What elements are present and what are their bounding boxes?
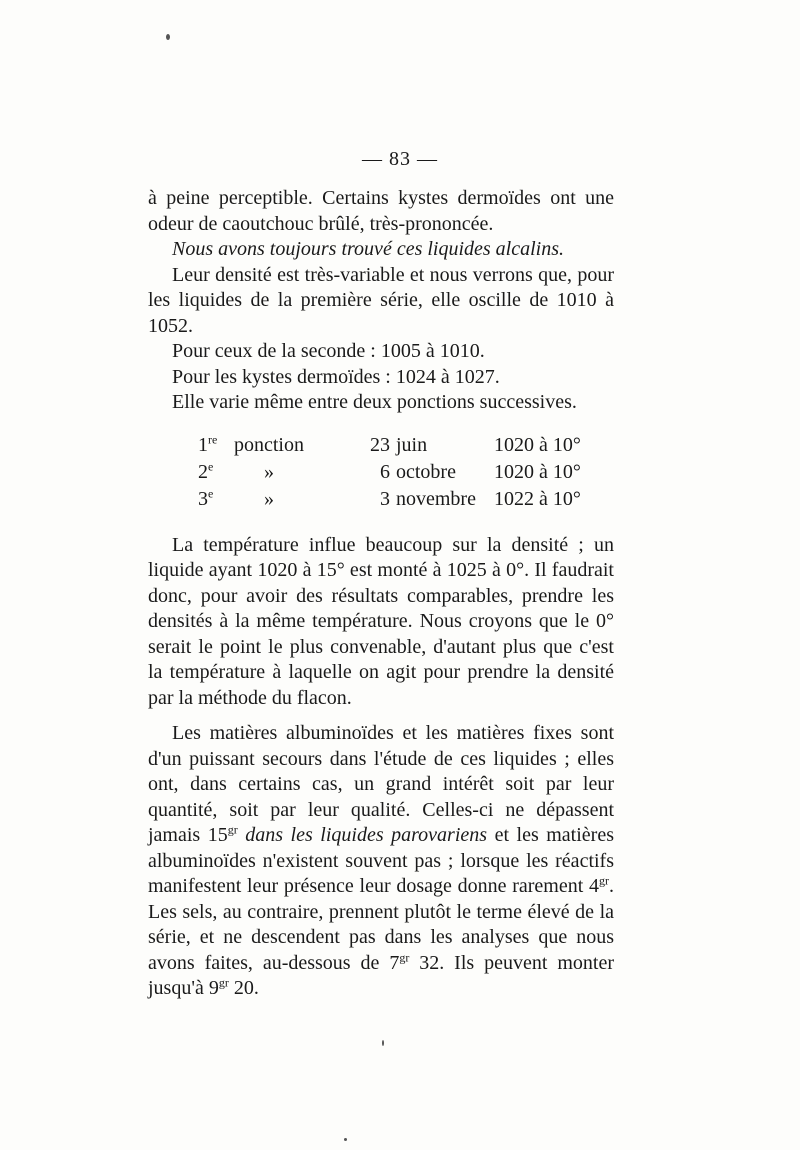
table-cell-day: 3 <box>380 487 390 510</box>
table-cell-label: » <box>264 487 274 510</box>
table-row <box>198 459 587 486</box>
paragraph: Les matières albuminoïdes et les matières fixes sont d'un puissant secours dans l'étude de ces liquides ; elles ont, dans certains cas, un grand intérêt soit par leur quantité, soit par leur qualité. Celles-ci ne dépassent jamais $15^{gr}$ dans les liquides parovariens et les matières albuminoïdes n'existent souvent pas ; lorsque les réactifs manifestent leur présence leur dosage donne rarement $4^{gr}$. Les sels, au contraire, prennent plutôt le terme élevé de la série, et ne descendent pas dans les analyses que nous avons faites, au-dessous de $7^{gr}$ 32. Ils peuvent monter jusqu'à $9^{gr}$ 20. <box>148 722 614 999</box>
table-cell-ordinal: 1re <box>198 431 218 456</box>
table-row <box>198 432 587 459</box>
table-cell-month: octobre <box>396 460 456 483</box>
table-cell-label: ponction <box>234 433 304 456</box>
ink-speck <box>382 1040 384 1046</box>
table-cell-day: 23 <box>370 433 390 456</box>
ink-speck <box>344 1138 347 1141</box>
body-text <box>148 186 614 1002</box>
table-row <box>198 486 587 513</box>
table-cell-day: 6 <box>380 460 390 483</box>
table-cell-month: novembre <box>396 487 476 510</box>
table-cell-ordinal: 3e <box>198 485 214 510</box>
table-cell-label: » <box>264 460 274 483</box>
paragraph: La température influe beaucoup sur la densité ; un liquide ayant 1020 à 15° est monté à 1025 à 0°. Il faudrait donc, pour avoir des résultats comparables, prendre les densités à la même température. Nous croyons que le 0° serait le point le plus convenable, d'autant plus que c'est la température à laquelle on agit pour prendre la densité par la méthode du flacon. <box>148 533 614 709</box>
table-cell-value: 1020 à 10° <box>494 460 581 483</box>
paragraph: Elle varie même entre deux ponctions successives. <box>172 391 577 413</box>
ink-speck <box>166 34 170 40</box>
table-cell-value: 1020 à 10° <box>494 433 581 456</box>
paragraph: Pour les kystes dermoïdes : 1024 à 1027. <box>172 365 500 388</box>
table-cell-ordinal: 2e <box>198 458 214 483</box>
italic-text: Nous avons toujours trouvé ces liquides alcalins. <box>172 238 565 260</box>
paragraph: Pour ceux de la seconde : 1005 à 1010. <box>172 340 485 362</box>
paragraph: Leur densité est très-variable et nous verrons que, pour les liquides de la première série, elle oscille de 1010 à 1052. <box>148 263 614 337</box>
table-cell-value: 1022 à 10° <box>494 487 581 510</box>
page-number: — 83 — <box>362 148 438 170</box>
table-cell-month: juin <box>396 433 428 456</box>
paragraph: à peine perceptible. Certains kystes dermoïdes ont une odeur de caoutchouc brûlé, très-prononcée. <box>148 187 614 235</box>
punctures-table <box>198 432 587 513</box>
paragraph-italic <box>148 237 614 263</box>
